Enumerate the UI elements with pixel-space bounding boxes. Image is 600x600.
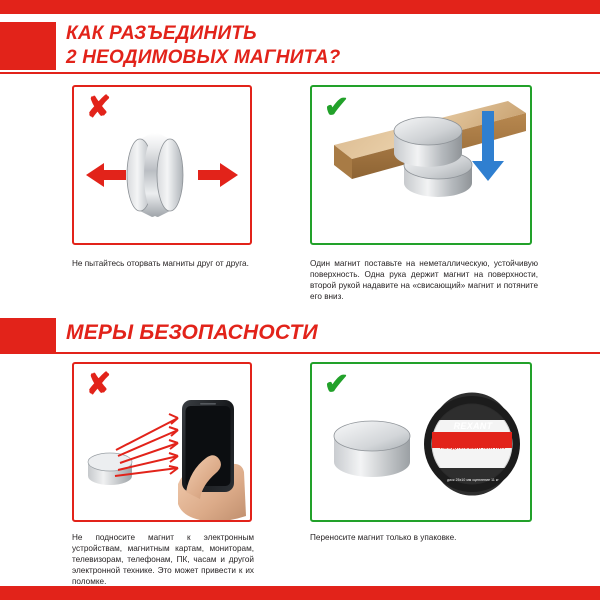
magnet-disc-standalone: [334, 421, 410, 477]
heading-rule-2: [0, 352, 600, 354]
heading-accent-block-2: [0, 318, 56, 352]
top-red-bar: [0, 0, 600, 14]
caption-panel-4: Переносите магнит только в упаковке.: [310, 533, 457, 542]
panel-wrong-pull-apart: [72, 85, 252, 245]
check-icon-2: ✔: [324, 368, 350, 401]
package-brand: REXANT: [453, 421, 493, 431]
illustration-magnet-near-phone: [74, 364, 250, 520]
heading-rule-1: [0, 72, 600, 74]
bottom-red-bar: [0, 586, 600, 600]
panel-right-carry-in-package: [310, 362, 532, 522]
arrow-right: [198, 163, 238, 187]
illustration-two-magnets-pulled-apart: [74, 87, 250, 243]
section-heading-how-to-separate: [0, 22, 600, 70]
section-heading-safety: [0, 318, 600, 352]
caption-panel-2: Один магнит поставьте на неметаллическую, устойчивую поверхность. Одна рука держит магнит на поверхности, второй рукой надавите на «свисающий» магнит и потяните его вниз.: [310, 259, 538, 301]
heading-line-2: 2 НЕОДИМОВЫХ МАГНИТА?: [66, 47, 341, 68]
cross-icon: ✘: [86, 91, 112, 124]
check-icon: ✔: [324, 91, 350, 124]
heading-text-block: [56, 22, 600, 70]
magnet-disc-right: [144, 133, 183, 217]
package-spec-line: диск 25х10 мм сцепление 11 кг: [447, 478, 499, 482]
caption-panel-3: Не подносите магнит к электронным устройствам, магнитным картам, мониторам, телевизорам, телефонам, ПК, часам и другой электронной технике. Это может привести к их поломке.: [72, 533, 254, 586]
panel-wrong-near-electronics: [72, 362, 252, 522]
heading-line-1-safety: МЕРЫ БЕЗОПАСНОСТИ: [66, 321, 318, 344]
heading-accent-block: [0, 22, 56, 70]
arrow-left: [86, 163, 126, 187]
illustration-magnet-on-table-edge: [312, 87, 530, 243]
panel-right-slide-off-edge: [310, 85, 532, 245]
heading-line-1: КАК РАЗЪЕДИНИТЬ: [66, 23, 257, 44]
caption-panel-1: Не пытайтесь оторвать магниты друг от друга.: [72, 259, 249, 268]
package-product-title: НЕОДИМОВЫЙ МАГНИТ: [440, 445, 506, 451]
cross-icon-2: ✘: [86, 368, 112, 401]
heading-text-block-2: [56, 318, 600, 348]
magnet-disc-upper: [394, 117, 462, 167]
